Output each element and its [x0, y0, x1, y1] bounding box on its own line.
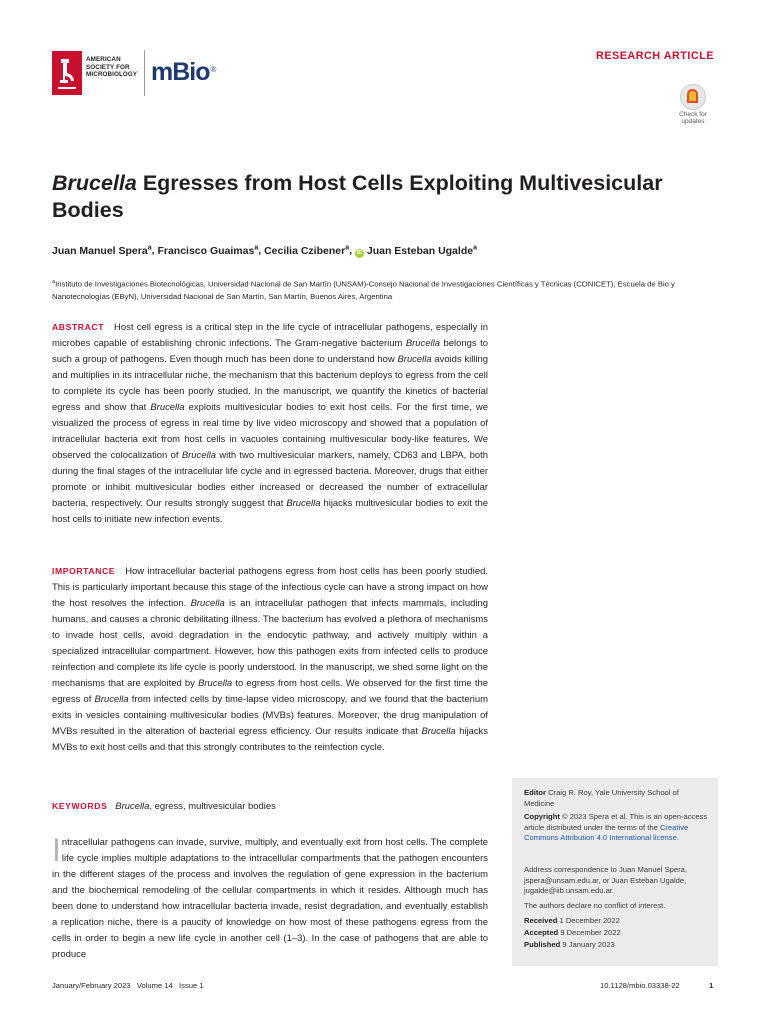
italic-term: Brucella — [150, 402, 185, 413]
registered-mark: ® — [210, 65, 216, 74]
text-run: , egress, multivesicular bodies — [149, 801, 276, 812]
italic-term: Brucella — [286, 498, 321, 509]
affiliation-marker: a — [52, 279, 56, 285]
intro-text: ntracellular pathogens can invade, survive, multiply, and eventually exit from host cells. The complete life cycle implies multiple adaptations to the intracellular compartments that the pathogen encounters in the different stages of the process and involves the regulation of gene expression in the bacterium and the biochemical remodeling of the cellular compartments in which it resides. Although much has been done to understand how intracellular bacteria invade, resist degradation, and eventually establish a replication niche, there is a paucity of knowledge on how most of these pathogens egress from the cells in order to begin a new life cycle in another cell (1–3). In the case of pathogens that are able to produce — [52, 837, 488, 960]
received-value: 1 December 2022 — [559, 916, 620, 925]
text-run: to egress from host cells. We observed for the first time the egress of — [52, 678, 488, 705]
text-run: is an intracellular pathogen that infects mammals, including humans, and causes a chronic debilitating illness. The bacterium has evolved a plethora of mechanisms to invade host cells, avoid degradation in the endocytic pathway, and actively multiply within a specialized intracellular compartment. However, how this pathogen exits from infected cells to produce reinfection and complete its life cycle is poorly understood. In the manuscript, we shed some light on the mechanisms that are exploited by — [52, 598, 488, 689]
italic-term: Brucella — [421, 726, 456, 737]
author-separator: , — [151, 244, 158, 257]
publisher-name — [86, 56, 137, 79]
author[interactable] — [264, 245, 349, 257]
affiliation-text: Instituto de Investigaciones Biotecnológicas, Universidad Nacional de San Martín (UNSAM)-Consejo Nacional de Investigaciones Científicas y Técnicas (CONICET), Escuela de Bio y Nanotecnologías (EByN), Universidad Nacional de San Martín, San Martín, Buenos Aires, Argentina — [52, 279, 675, 301]
text-run: from infected cells by time-lapse video microscopy, and we found that the bacterium exits in vesicles containing multivesicular bodies (MVBs) features. Moreover, the drug manipulation of MVBs resulted in the alteration of bacterial egress efficiency. Our results indicate that — [52, 694, 488, 737]
doi[interactable]: 10.1128/mbio.03338-22 — [600, 981, 680, 990]
text-run: Host cell egress is a critical step in the life cycle of intracellular pathogens, especially in microbes capable of establishing chronic infections. The Gram-negative bacterium — [52, 322, 489, 349]
copyright-end: . — [676, 833, 679, 843]
publisher-name-line: AMERICAN — [86, 56, 121, 63]
text-run: exploits multivesicular bodies to exit host cells. For the first time, we visualized the process of egress in real time by live video microscopy and showed that a population of intracellular bacteria exit from host cells in vacuoles containing multivesicular body-like features. We observed the colocalization of — [52, 402, 488, 461]
journal-logo — [151, 57, 214, 87]
italic-term: Brucella — [198, 678, 233, 689]
importance-text — [52, 566, 488, 753]
drop-cap: I — [52, 832, 61, 868]
author-name: Juan Esteban Ugalde — [366, 244, 474, 257]
correspondence: Address correspondence to Juan Manuel Spera, jspera@unsam.edu.ar, or Juan Esteban Ugalde, jugalde@iib.unsam.edu.ar. — [524, 865, 687, 896]
keywords-text — [115, 801, 276, 812]
author-name: Juan Manuel Spera — [52, 244, 148, 257]
author[interactable] — [355, 245, 477, 257]
text-run: How intracellular bacterial pathogens egress from host cells has been poorly studied. This is particularly important because this stage of the infectious cycle can have a strong impact on how the host resolves the infection. — [52, 566, 488, 609]
check-updates-line: updates — [681, 118, 705, 126]
importance-label: IMPORTANCE — [52, 566, 116, 576]
license-link[interactable]: Creative Commons Attribution 4.0 International license — [524, 822, 689, 843]
author-separator: , — [258, 244, 265, 257]
article-type: RESEARCH ARTICLE — [596, 50, 714, 62]
page-number: 1 — [709, 981, 714, 990]
italic-term: Brucella — [115, 801, 150, 812]
italic-term: Brucella — [181, 450, 216, 461]
asm-microscope-logo — [52, 51, 82, 95]
author-name: Cecilia Czibener — [264, 244, 346, 257]
importance — [52, 563, 488, 756]
author-affiliation-marker: a — [254, 244, 259, 251]
text-run: avoids killing and multiplies in its intracellular niche, the mechanism that this bacterium deploys to egress from the cell to complete its cycle has been poorly studied. In the manuscript, we quantify the kinetics of bacterial egress and show that — [52, 354, 488, 413]
accepted-label: Accepted — [524, 928, 559, 937]
check-updates-line: Check for — [679, 111, 707, 118]
author[interactable] — [157, 245, 258, 257]
author-affiliation-marker: a — [147, 244, 152, 251]
italic-term: Brucella — [190, 598, 225, 609]
italic-term: Brucella — [405, 338, 440, 349]
author[interactable] — [52, 245, 152, 257]
author-separator: , — [349, 244, 355, 257]
accepted-value: 9 December 2022 — [560, 928, 621, 937]
published-value: 9 January 2023 — [562, 940, 615, 949]
author-affiliation-marker: a — [473, 244, 477, 251]
copyright-text: © 2023 Spera et al. This is an open-access article distributed under the terms of the — [524, 812, 708, 832]
author-list — [52, 244, 712, 258]
publisher-name-line: MICROBIOLOGY — [86, 71, 138, 79]
abstract — [52, 319, 488, 528]
copyright-label: Copyright — [524, 812, 560, 821]
article-title — [52, 170, 692, 224]
accepted-date — [524, 928, 708, 939]
copyright-info — [524, 812, 708, 844]
affiliation — [52, 276, 718, 303]
received-date — [524, 916, 708, 927]
abstract-text — [52, 322, 488, 525]
publisher-name-line: SOCIETY FOR — [86, 63, 130, 71]
introduction — [52, 832, 488, 963]
published-date — [524, 940, 708, 951]
editor-info — [524, 788, 708, 809]
published-label: Published — [524, 940, 561, 949]
title-rest: Egresses from Host Cells Exploiting Multivesicular Bodies — [52, 171, 663, 222]
journal-logo-m: m — [151, 58, 173, 86]
orcid-icon[interactable]: iD — [356, 249, 363, 256]
conflict-statement: The authors declare no conflict of interest. — [524, 901, 666, 910]
italic-term: Brucella — [94, 694, 129, 705]
author-name: Francisco Guaimas — [157, 244, 255, 257]
editor-label: Editor — [524, 788, 546, 797]
italic-term: Brucella — [397, 354, 432, 365]
keywords-label: KEYWORDS — [52, 801, 108, 811]
text-run: with two multivesicular markers, namely, CD63 and LBPA, both during the final stages of the intracellular life cycle and in egressed bacteria. Moreover, drugs that either promote or inhibit multivesicular bodies either increased or decreased the number of extracellular bacteria, respectively. Our results strongly suggest that — [52, 450, 488, 509]
logo-divider — [144, 50, 145, 96]
text-run: belongs to such a group of pathogens. Even though much has been done to understand how — [52, 338, 488, 365]
author-affiliation-marker: a — [345, 244, 350, 251]
issue-info: January/February 2023 Volume 14 Issue 1 — [52, 981, 204, 990]
abstract-label: ABSTRACT — [52, 322, 105, 332]
journal-logo-text: Bio — [172, 58, 210, 86]
keywords — [52, 798, 488, 815]
check-for-updates-icon[interactable] — [670, 82, 716, 130]
text-run: hijacks multivesicular bodies to exit the host cells to initiate new infection events. — [52, 498, 488, 525]
editor-name: Craig R. Roy, Yale University School of Medicine — [524, 788, 679, 808]
received-label: Received — [524, 916, 558, 925]
text-run: hijacks MVBs to exit host cells and that this strongly contributes to the reinfection cycle. — [52, 726, 488, 753]
title-italic: Brucella — [52, 171, 137, 195]
